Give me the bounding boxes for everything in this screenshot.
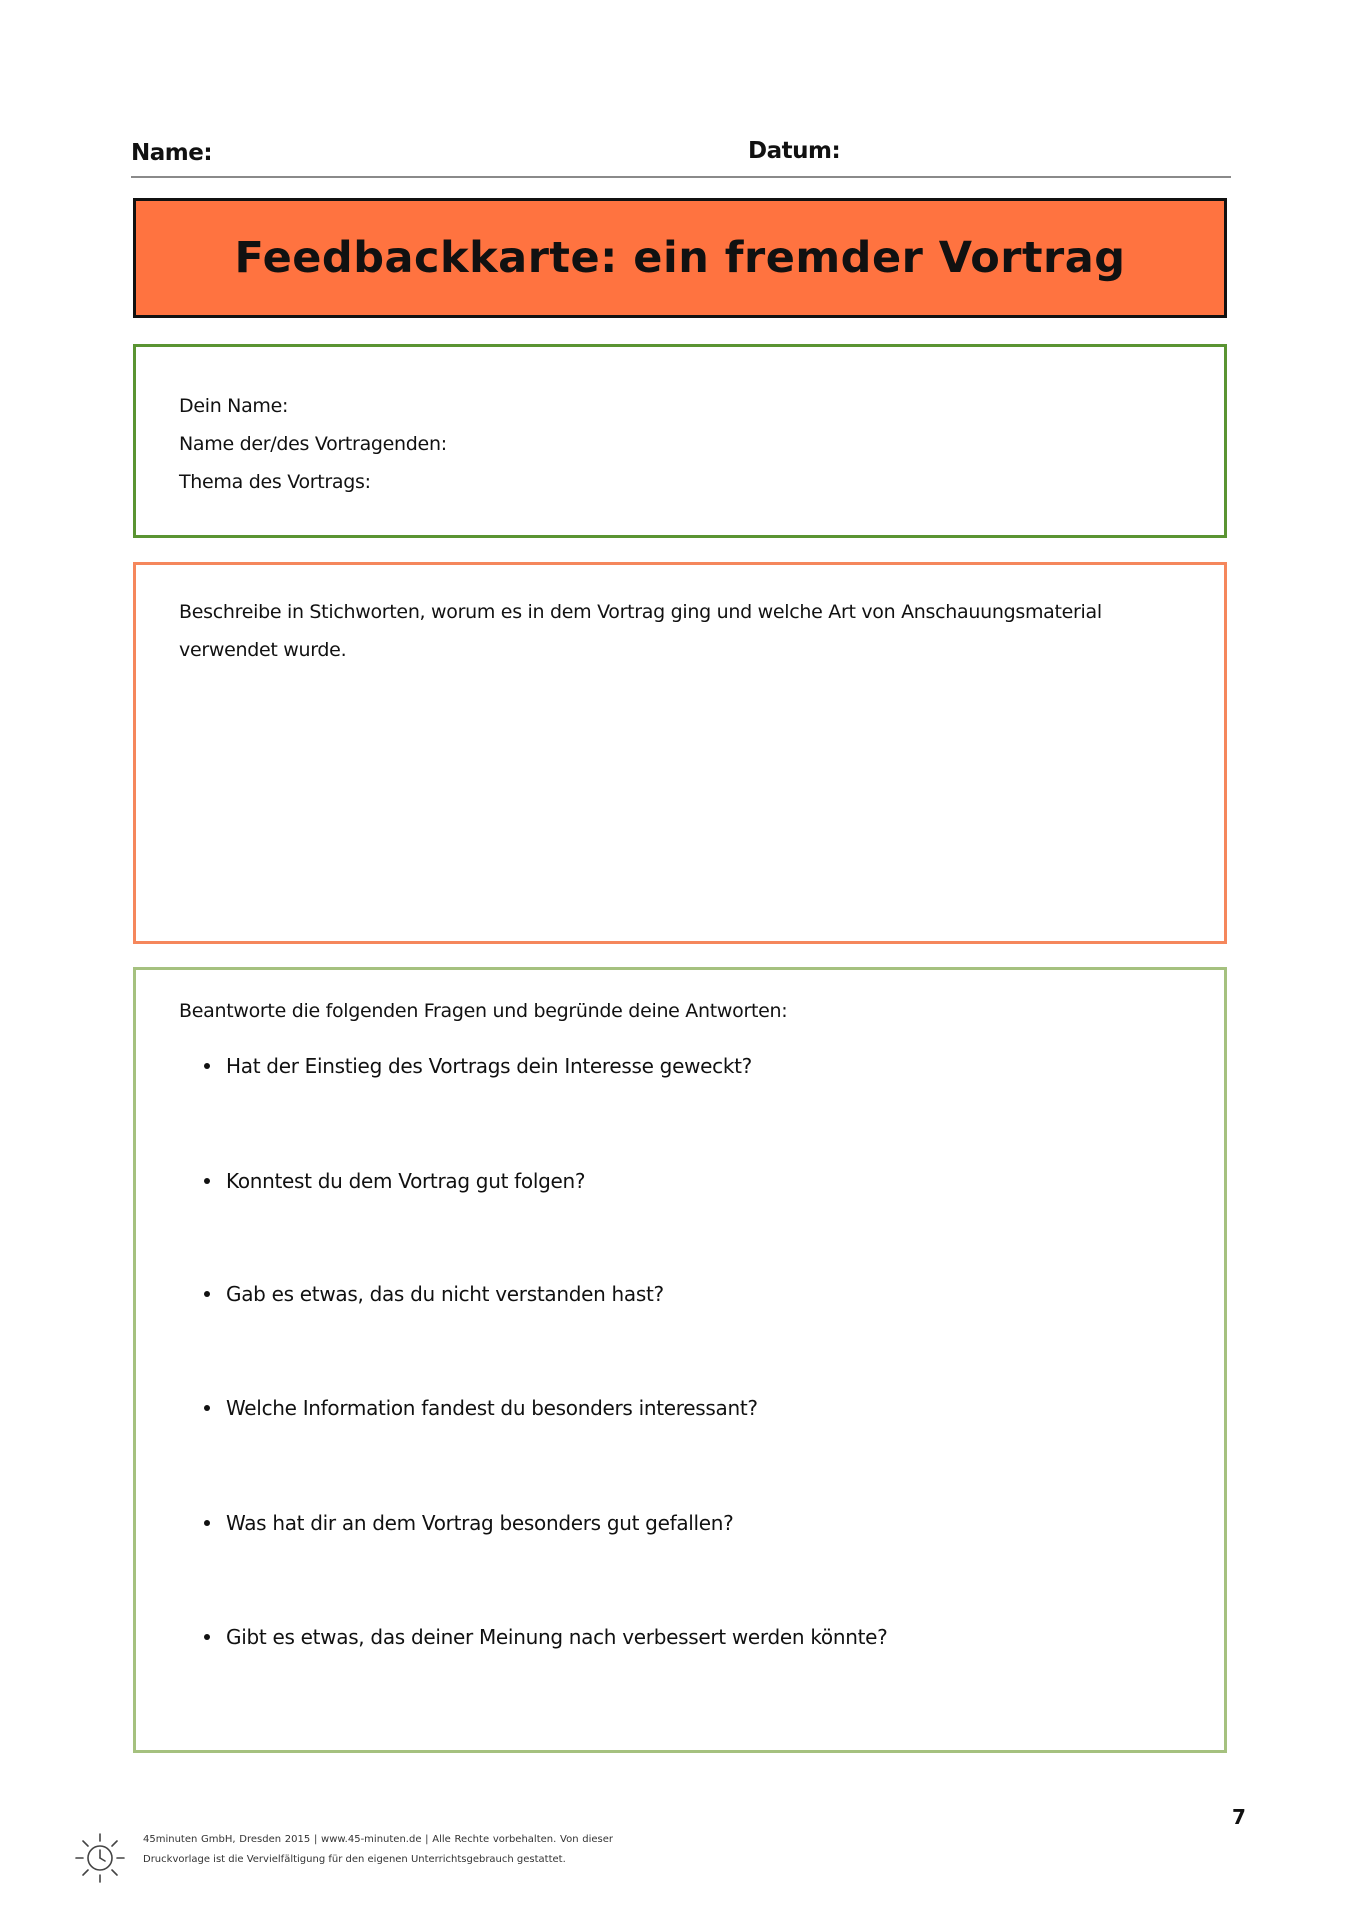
footer-copyright: 45minuten GmbH, Dresden 2015 | www.45-minuten.de | Alle Rechte vorbehalten. Von dieser Druckvorlage ist die Vervielfältigung für den eigenen Unterrichtsgebrauch gestattet. <box>143 1834 613 1865</box>
bullet-icon <box>204 1063 210 1069</box>
questions-box <box>133 967 1227 1753</box>
header-line <box>131 136 1231 178</box>
topic-label: Thema des Vortrags: <box>179 471 371 493</box>
info-lines <box>179 387 447 501</box>
question-text: Konntest du dem Vortrag gut folgen? <box>226 1169 586 1193</box>
question-text: Hat der Einstieg des Vortrags dein Interesse geweckt? <box>226 1054 752 1078</box>
bullet-icon <box>204 1178 210 1184</box>
question-item <box>204 1054 752 1078</box>
info-box <box>133 344 1227 538</box>
question-item <box>204 1511 734 1535</box>
bullet-icon <box>204 1405 210 1411</box>
bullet-icon <box>204 1520 210 1526</box>
question-item <box>204 1282 664 1306</box>
question-item <box>204 1396 758 1420</box>
sun-clock-logo-icon <box>72 1830 128 1886</box>
bullet-icon <box>204 1291 210 1297</box>
presenter-name-label: Name der/des Vortragenden: <box>179 433 447 455</box>
page-number: 7 <box>1232 1805 1246 1829</box>
title-banner <box>133 198 1227 318</box>
question-item <box>204 1169 585 1193</box>
page-title: Feedbackkarte: ein fremder Vortrag <box>234 233 1126 283</box>
question-text: Welche Information fandest du besonders interessant? <box>226 1396 758 1420</box>
question-item <box>204 1625 887 1649</box>
description-box <box>133 562 1227 944</box>
question-text: Gab es etwas, das du nicht verstanden hast? <box>226 1282 664 1306</box>
name-label: Name: <box>131 140 213 166</box>
date-label: Datum: <box>748 138 841 164</box>
bullet-icon <box>204 1634 210 1640</box>
your-name-label: Dein Name: <box>179 395 289 417</box>
question-text: Gibt es etwas, das deiner Meinung nach verbessert werden könnte? <box>226 1625 888 1649</box>
description-prompt: Beschreibe in Stichworten, worum es in dem Vortrag ging und welche Art von Anschauungsmaterial verwendet wurde. <box>179 601 1102 661</box>
question-text: Was hat dir an dem Vortrag besonders gut gefallen? <box>226 1511 734 1535</box>
questions-intro: Beantworte die folgenden Fragen und begründe deine Antworten: <box>179 1000 788 1022</box>
